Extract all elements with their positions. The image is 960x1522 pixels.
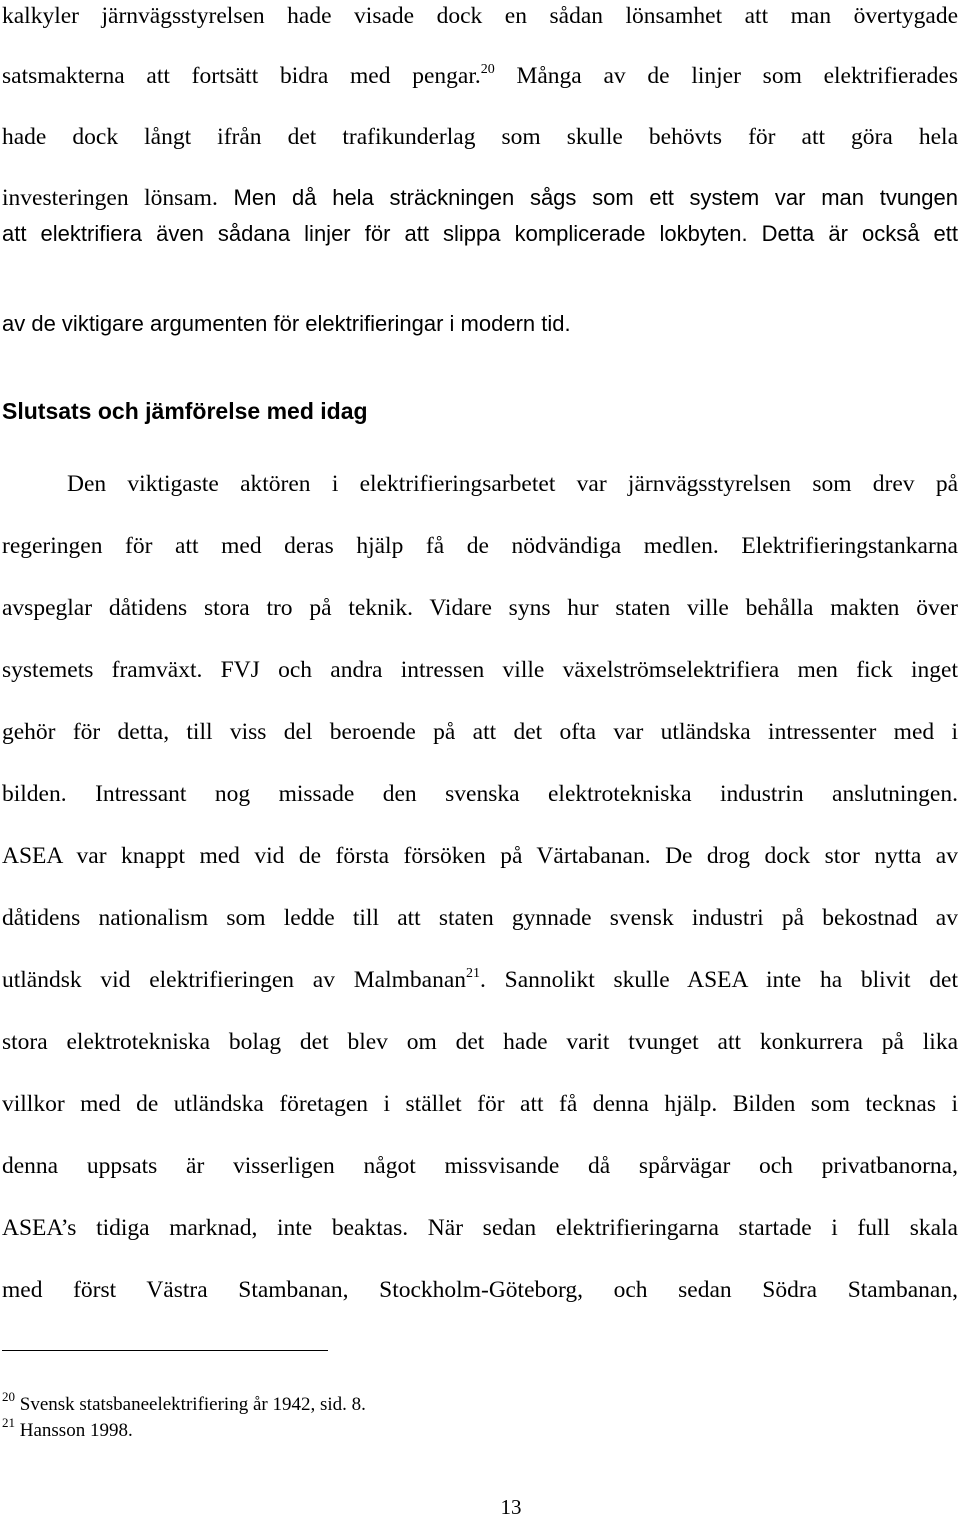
section-heading: Slutsats och jämförelse med idag (2, 398, 368, 424)
section-line-7: ASEA var knappt med vid de första försöken på Värtabanan. De drog dock stor nytta av (2, 843, 958, 869)
footnote-separator (2, 1350, 328, 1351)
section-line-13: ASEA’s tidiga marknad, inte beaktas. När sedan elektrifieringarna startade i full skala (2, 1215, 958, 1241)
body-line-4: investeringen lönsam. Men då hela sträckningen sågs som ett system var man tvungen (2, 185, 958, 211)
body-line-5: att elektrifiera även sådana linjer för att slippa komplicerade lokbyten. Detta är också ett (2, 221, 958, 246)
page-number: 13 (500, 1495, 522, 1519)
section-line-2: regeringen för att med deras hjälp få de nödvändiga medlen. Elektrifieringstankarna (2, 533, 958, 559)
section-line-4: systemets framväxt. FVJ och andra intressen ville växelströmselektrifiera men fick inget (2, 657, 958, 683)
footnote-20: $^{20}$ Svensk statsbaneelektrifiering år 1942, sid. 8. (2, 1389, 366, 1415)
body-line-6: av de viktigare argumenten för elektrifieringar i modern tid. (2, 311, 571, 336)
footnote-21: $^{21}$ Hansson 1998. (2, 1415, 133, 1441)
section-line-8: dåtidens nationalism som ledde till att staten gynnade svensk industri på bekostnad av (2, 905, 958, 931)
section-line-12: denna uppsats är visserligen något missvisande då spårvägar och privatbanorna, (2, 1153, 958, 1179)
section-line-10: stora elektrotekniska bolag det blev om det hade varit tvunget att konkurrera på lika (2, 1029, 958, 1055)
section-line-14: med först Västra Stambanan, Stockholm-Göteborg, och sedan Södra Stambanan, (2, 1277, 958, 1303)
body-line-2: satsmakterna att fortsätt bidra med pengar.$^{20}$ Många av de linjer som elektrifierades (2, 62, 958, 89)
footnote-ref-20[interactable]: 20 (480, 62, 495, 77)
body-line-1: kalkyler järnvägsstyrelsen hade visade dock en sådan lönsamhet att man övertygade (2, 3, 958, 29)
section-line-11: villkor med de utländska företagen i stället för att få denna hjälp. Bilden som tecknas i (2, 1091, 958, 1117)
section-line-1: Den viktigaste aktören i elektrifieringsarbetet var järnvägsstyrelsen som drev på (67, 471, 958, 497)
section-line-9: utländsk vid elektrifieringen av Malmbanan$^{21}$. Sannolikt skulle ASEA inte ha blivit det (2, 966, 958, 993)
body-line-3: hade dock långt ifrån det trafikunderlag som skulle behövts för att göra hela (2, 124, 958, 150)
section-line-6: bilden. Intressant nog missade den svenska elektrotekniska industrin anslutningen. (2, 781, 958, 807)
section-line-5: gehör för detta, till viss del beroende på att det ofta var utländska intressenter med i (2, 719, 958, 745)
footnote-ref-21[interactable]: 21 (466, 966, 481, 981)
section-line-3: avspeglar dåtidens stora tro på teknik. Vidare syns hur staten ville behålla makten över (2, 595, 958, 621)
